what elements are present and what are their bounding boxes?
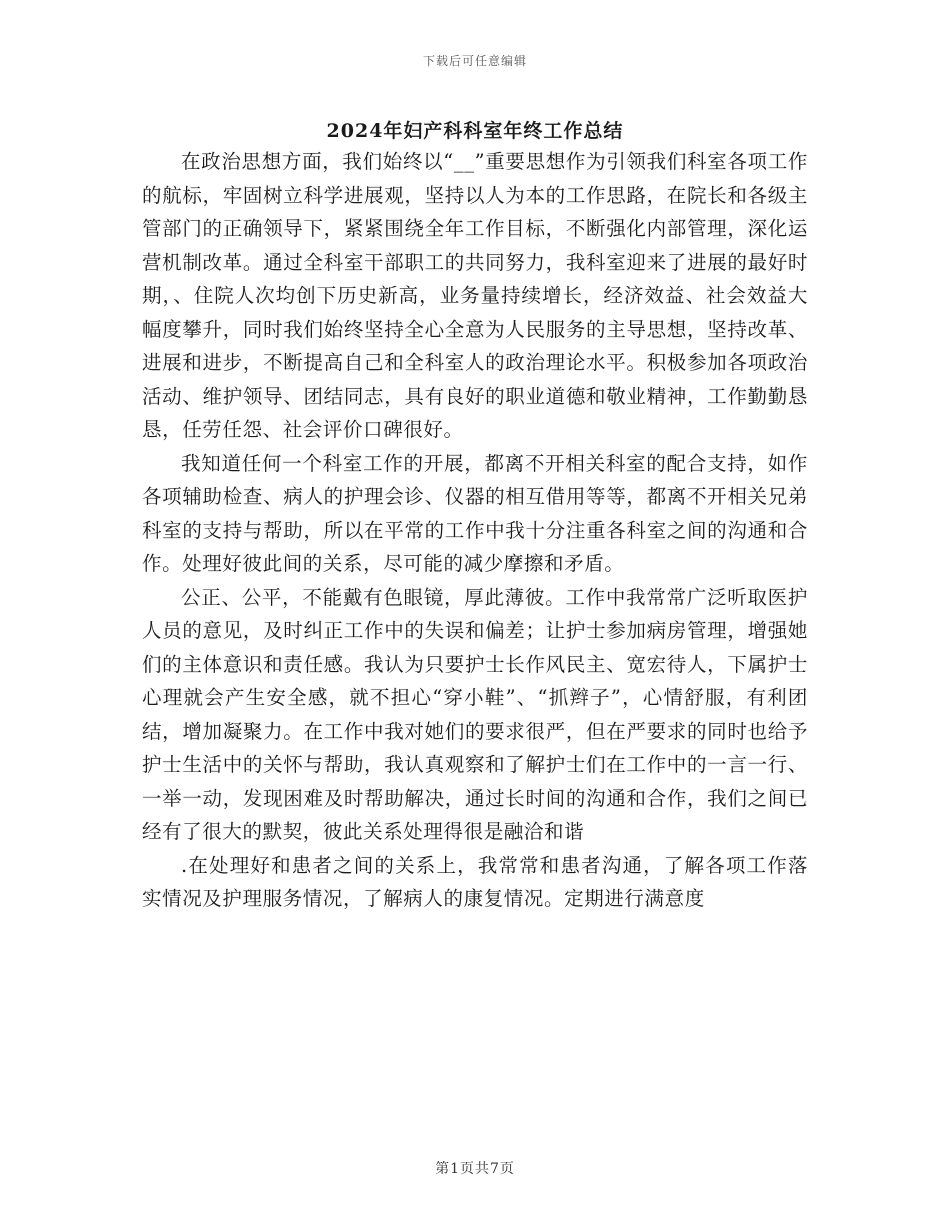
header-note: 下载后可任意编辑 bbox=[422, 54, 527, 68]
document-title: 2024年妇产科科室年终工作总结 bbox=[326, 120, 624, 142]
page-number: 第1页共7页 bbox=[435, 1161, 515, 1177]
paragraph-patient-relations: .在处理好和患者之间的关系上，我常常和患者沟通，了解各项工作落实情况及护理服务情况，了解病人的康复情况。定期进行满意度 bbox=[142, 853, 808, 910]
document-body bbox=[142, 145, 808, 916]
paragraph-department-cooperation: 我知道任何一个科室工作的开展，都离不开相关科室的配合支持，如作各项辅助检查、病人的护理会诊、仪器的相互借用等等，都离不开相关兄弟科室的支持与帮助，所以在平常的工作中我十分注重各科室之间的沟通和合作。处理好彼此间的关系，尽可能的减少摩擦和矛盾。 bbox=[142, 451, 808, 575]
paragraph-fairness: 公正、公平，不能戴有色眼镜，厚此薄彼。工作中我常常广泛听取医护人员的意见，及时纠正工作中的失误和偏差；让护士参加病房管理，增强她们的主体意识和责任感。我认为只要护士长作风民主、宽宏待人，下属护士心理就会产生安全感，就不担心“穿小鞋”、“抓辫子”，心情舒服，有利团结，增加凝聚力。在工作中我对她们的要求很严，但在严要求的同时也给予护士生活中的关怀与帮助，我认真观察和了解护士们在工作中的一言一行、一举一动，发现困难及时帮助解决，通过长时间的沟通和合作，我们之间已经有了很大的默契，彼此关系处理得很是融洽和谐 bbox=[142, 585, 808, 843]
paragraph-political-thought: 在政治思想方面，我们始终以“__”重要思想作为引领我们科室各项工作的航标，牢固树立科学进展观，坚持以人为本的工作思路，在院长和各级主管部门的正确领导下，紧紧围绕全年工作目标，不断强化内部管理，深化运营机制改革。通过全科室干部职工的共同努力，我科室迎来了进展的最好时期，、住院人次均创下历史新高，业务量持续增长，经济效益、社会效益大幅度攀升，同时我们始终坚持全心全意为人民服务的主导思想，坚持改革、进展和进步，不断提高自己和全科室人的政治理论水平。积极参加各项政治活动、维护领导、团结同志，具有良好的职业道德和敬业精神，工作勤勤恳恳，任劳任怨、社会评价口碑很好。 bbox=[142, 150, 808, 441]
